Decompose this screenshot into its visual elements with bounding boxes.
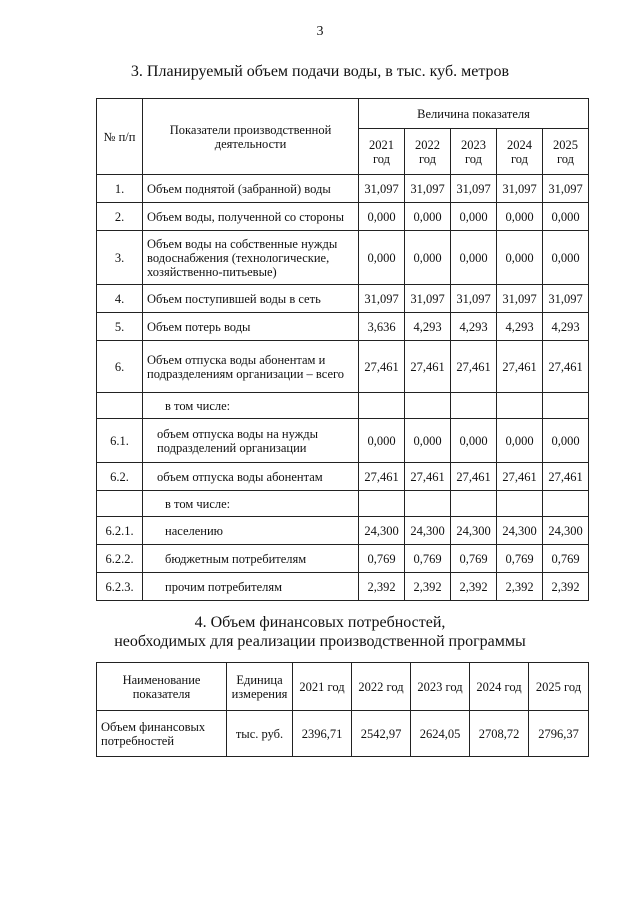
row-value: 0,000	[359, 203, 405, 231]
table-row	[97, 545, 589, 573]
row-unit: тыс. руб.	[227, 711, 293, 757]
header-year: 2024 год	[470, 663, 529, 711]
table-row	[97, 517, 589, 545]
row-value: 2,392	[405, 573, 451, 601]
row-value	[359, 491, 405, 517]
table-row	[97, 313, 589, 341]
row-value: 27,461	[451, 341, 497, 393]
row-number: 6.2.	[97, 463, 143, 491]
row-label: Объем воды, полученной со стороны	[143, 203, 359, 231]
row-value: 27,461	[359, 341, 405, 393]
header-year: 2024 год	[497, 129, 543, 175]
table-row	[97, 203, 589, 231]
row-value: 0,000	[405, 419, 451, 463]
section-3-title: 3. Планируемый объем подачи воды, в тыс. куб. метров	[130, 63, 510, 80]
row-value: 31,097	[359, 175, 405, 203]
row-number: 5.	[97, 313, 143, 341]
header-year: 2023 год	[411, 663, 470, 711]
row-value: 2624,05	[411, 711, 470, 757]
row-value: 4,293	[543, 313, 589, 341]
row-value: 27,461	[405, 463, 451, 491]
row-label: Объем финансовых потребностей	[97, 711, 227, 757]
row-number	[97, 393, 143, 419]
section-4-title	[0, 613, 640, 651]
table-row	[97, 491, 589, 517]
row-value: 0,000	[359, 231, 405, 285]
table-row	[97, 711, 589, 757]
row-label: бюджетным потребителям	[143, 545, 359, 573]
row-value: 2708,72	[470, 711, 529, 757]
row-value: 31,097	[405, 285, 451, 313]
row-value: 0,000	[497, 231, 543, 285]
row-value: 27,461	[497, 341, 543, 393]
row-number: 6.2.3.	[97, 573, 143, 601]
header-year: 2021 год	[359, 129, 405, 175]
row-value: 2796,37	[529, 711, 589, 757]
row-value: 31,097	[451, 285, 497, 313]
row-number: 6.1.	[97, 419, 143, 463]
row-value: 24,300	[405, 517, 451, 545]
row-label: в том числе:	[143, 393, 359, 419]
row-value: 0,769	[543, 545, 589, 573]
row-value: 27,461	[497, 463, 543, 491]
row-value: 2542,97	[352, 711, 411, 757]
row-value: 0,000	[451, 203, 497, 231]
row-value: 27,461	[359, 463, 405, 491]
row-value: 27,461	[543, 341, 589, 393]
section-4-title-line2: необходимых для реализации производственной программы	[114, 633, 526, 650]
row-number	[97, 491, 143, 517]
table-row	[97, 341, 589, 393]
row-value: 0,769	[497, 545, 543, 573]
row-value: 4,293	[451, 313, 497, 341]
water-supply-table	[96, 98, 589, 601]
row-value: 0,000	[497, 203, 543, 231]
row-label: прочим потребителям	[143, 573, 359, 601]
row-label: Объем потерь воды	[143, 313, 359, 341]
row-value	[451, 491, 497, 517]
table-row	[97, 285, 589, 313]
row-value: 0,000	[359, 419, 405, 463]
row-value: 2,392	[497, 573, 543, 601]
row-value	[543, 491, 589, 517]
row-label: Объем отпуска воды абонентам и подразделениям организации – всего	[143, 341, 359, 393]
row-value: 0,000	[543, 419, 589, 463]
header-value-group: Величина показателя	[359, 99, 589, 129]
row-value	[451, 393, 497, 419]
row-value: 24,300	[451, 517, 497, 545]
row-value: 0,000	[451, 231, 497, 285]
header-year: 2025 год	[543, 129, 589, 175]
row-value: 27,461	[543, 463, 589, 491]
table-row	[97, 393, 589, 419]
row-value	[543, 393, 589, 419]
table-row	[97, 231, 589, 285]
row-value: 2,392	[359, 573, 405, 601]
row-value	[359, 393, 405, 419]
financial-needs-table	[96, 662, 589, 757]
row-label: населению	[143, 517, 359, 545]
row-value: 3,636	[359, 313, 405, 341]
row-label: в том числе:	[143, 491, 359, 517]
header-year: 2022 год	[405, 129, 451, 175]
row-value: 31,097	[359, 285, 405, 313]
row-label: объем отпуска воды на нужды подразделений организации	[143, 419, 359, 463]
row-label: Объем воды на собственные нужды водоснабжения (технологические, хозяйственно-питьевые)	[143, 231, 359, 285]
row-value	[497, 491, 543, 517]
row-value: 31,097	[451, 175, 497, 203]
row-value: 4,293	[405, 313, 451, 341]
table-row	[97, 175, 589, 203]
header-year: 2025 год	[529, 663, 589, 711]
row-value: 31,097	[497, 285, 543, 313]
row-value: 27,461	[405, 341, 451, 393]
header-year: 2022 год	[352, 663, 411, 711]
table-row	[97, 419, 589, 463]
row-value: 31,097	[497, 175, 543, 203]
row-value: 0,769	[451, 545, 497, 573]
row-value: 0,000	[405, 231, 451, 285]
row-number: 4.	[97, 285, 143, 313]
row-value: 24,300	[359, 517, 405, 545]
row-value: 0,000	[451, 419, 497, 463]
row-value	[497, 393, 543, 419]
header-year: 2021 год	[293, 663, 352, 711]
header-unit: Единица измерения	[227, 663, 293, 711]
row-value: 31,097	[543, 175, 589, 203]
row-label: объем отпуска воды абонентам	[143, 463, 359, 491]
row-value: 0,769	[405, 545, 451, 573]
row-value: 0,000	[543, 203, 589, 231]
row-number: 6.	[97, 341, 143, 393]
row-value: 24,300	[543, 517, 589, 545]
table-row	[97, 573, 589, 601]
row-number: 2.	[97, 203, 143, 231]
table-row	[97, 463, 589, 491]
row-number: 6.2.1.	[97, 517, 143, 545]
row-value: 24,300	[497, 517, 543, 545]
row-value: 27,461	[451, 463, 497, 491]
header-indicator: Показатели производственной деятельности	[143, 99, 359, 175]
row-label: Объем поднятой (забранной) воды	[143, 175, 359, 203]
row-number: 6.2.2.	[97, 545, 143, 573]
row-value: 0,000	[543, 231, 589, 285]
row-number: 1.	[97, 175, 143, 203]
header-name: Наименование показателя	[97, 663, 227, 711]
section-4-title-line1: 4. Объем финансовых потребностей,	[194, 614, 446, 631]
row-value: 31,097	[405, 175, 451, 203]
row-value: 0,000	[497, 419, 543, 463]
row-value: 2,392	[451, 573, 497, 601]
header-year: 2023 год	[451, 129, 497, 175]
row-value: 2,392	[543, 573, 589, 601]
page-number: 3	[316, 24, 324, 39]
row-value: 0,769	[359, 545, 405, 573]
row-value	[405, 491, 451, 517]
row-value: 0,000	[405, 203, 451, 231]
header-num: № п/п	[97, 99, 143, 175]
row-value: 4,293	[497, 313, 543, 341]
row-label: Объем поступившей воды в сеть	[143, 285, 359, 313]
row-value: 2396,71	[293, 711, 352, 757]
row-number: 3.	[97, 231, 143, 285]
row-value: 31,097	[543, 285, 589, 313]
row-value	[405, 393, 451, 419]
